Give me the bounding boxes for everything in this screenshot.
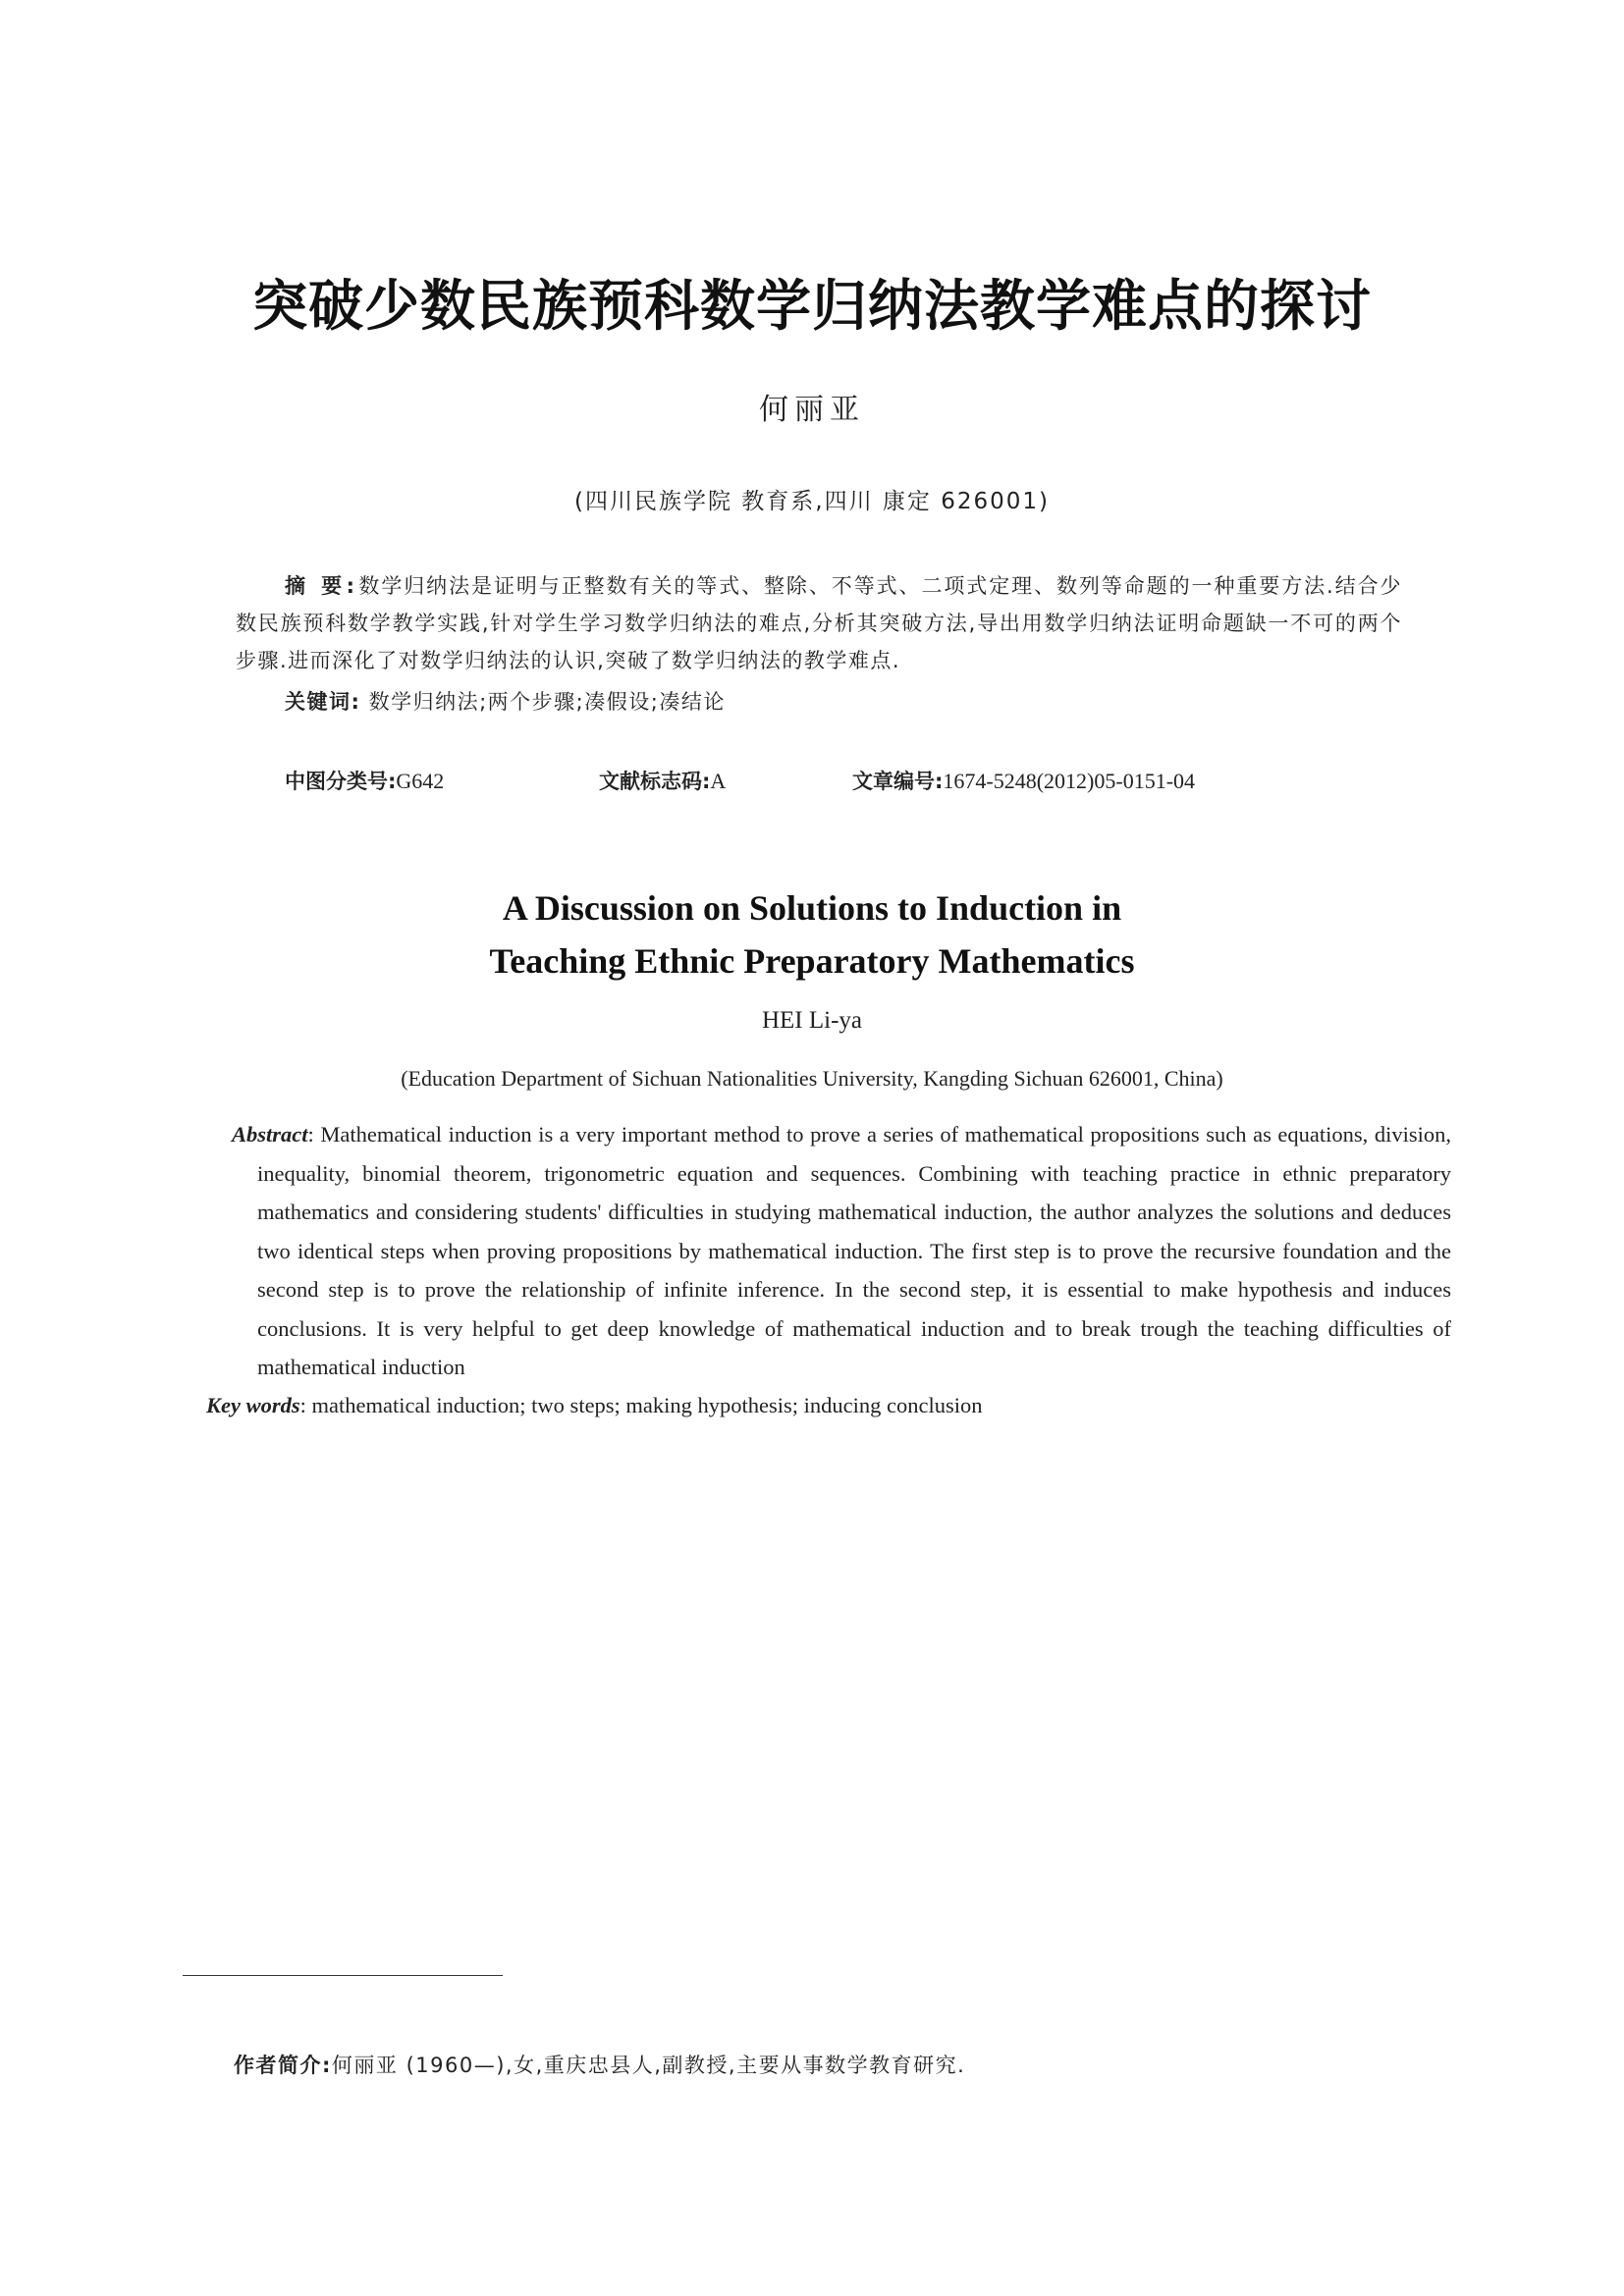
- english-abstract: [232, 1115, 1451, 1387]
- document-code: [599, 766, 726, 795]
- chinese-keywords-text: 数学归纳法;两个步骤;凑假设;凑结论: [368, 690, 726, 714]
- chinese-abstract-label: 摘 要:: [285, 574, 358, 598]
- english-keywords-label: Key words: [206, 1393, 300, 1417]
- chinese-title: 突破少数民族预科数学归纳法教学难点的探讨: [252, 274, 1372, 339]
- english-author: HEI Li-ya: [761, 1007, 863, 1034]
- english-title-line-2: Teaching Ethnic Preparatory Mathematics: [489, 941, 1135, 981]
- chinese-keywords-label: 关键词:: [285, 690, 361, 714]
- english-affiliation: (Education Department of Sichuan Nationalities University, Kangding Sichuan 626001, China): [401, 1066, 1223, 1091]
- chinese-keywords: [285, 683, 1402, 721]
- english-keywords-text: : mathematical induction; two steps; making hypothesis; inducing conclusion: [299, 1393, 983, 1417]
- footnote-label: 作者简介:: [234, 2054, 332, 2077]
- footnote-text: 何丽亚 (1960—),女,重庆忠县人,副教授,主要从事数学教育研究.: [331, 2054, 966, 2077]
- english-title-line-1: A Discussion on Solutions to Induction in: [502, 888, 1122, 928]
- document-code-label: 文献标志码:: [599, 770, 711, 793]
- english-abstract-label: Abstract: [232, 1122, 308, 1147]
- author-bio-footnote: [234, 2050, 1412, 2079]
- article-number-label: 文章编号:: [852, 770, 944, 793]
- chinese-abstract-text: 数学归纳法是证明与正整数有关的等式、整除、不等式、二项式定理、数列等命题的一种重要方法.结合少数民族预科数学教学实践,针对学生学习数学归纳法的难点,分析其突破方法,导出用数学归纳法证明命题缺一不可的两个步骤.进而深化了对数学归纳法的认识,突破了数学归纳法的教学难点.: [236, 574, 1402, 672]
- article-number: [852, 766, 1195, 795]
- clc-label: 中图分类号:: [285, 770, 397, 793]
- chinese-author: 何丽亚: [759, 393, 865, 427]
- english-title: [0, 881, 1624, 988]
- article-number-value: 1674-5248(2012)05-0151-04: [943, 769, 1196, 793]
- clc-value: G642: [396, 769, 445, 793]
- document-code-value: A: [710, 769, 727, 793]
- clc-number: [285, 766, 444, 795]
- classification-line: [285, 766, 1365, 799]
- english-abstract-text: : Mathematical induction is a very important method to prove a series of mathematical propositions such as equations, division, inequality, binomial theorem, trigonometric equation and sequences. Combining with teaching practice in ethnic preparatory mathematics and considering students' difficulties in studying mathematical induction, the author analyzes the solutions and deduces two identical steps when proving propositions by mathematical induction. The first step is to prove the recursive foundation and the second step is to prove the relationship of infinite inference. In the second step, it is essential to make hypothesis and induces conclusions. It is very helpful to get deep knowledge of mathematical induction and to break trough the teaching difficulties of mathematical induction: [257, 1122, 1451, 1379]
- chinese-affiliation: (四川民族学院 教育系,四川 康定 626001): [574, 489, 1050, 514]
- english-keywords: [206, 1386, 1451, 1425]
- footnote-divider: [183, 1975, 503, 1976]
- chinese-abstract: [236, 567, 1402, 679]
